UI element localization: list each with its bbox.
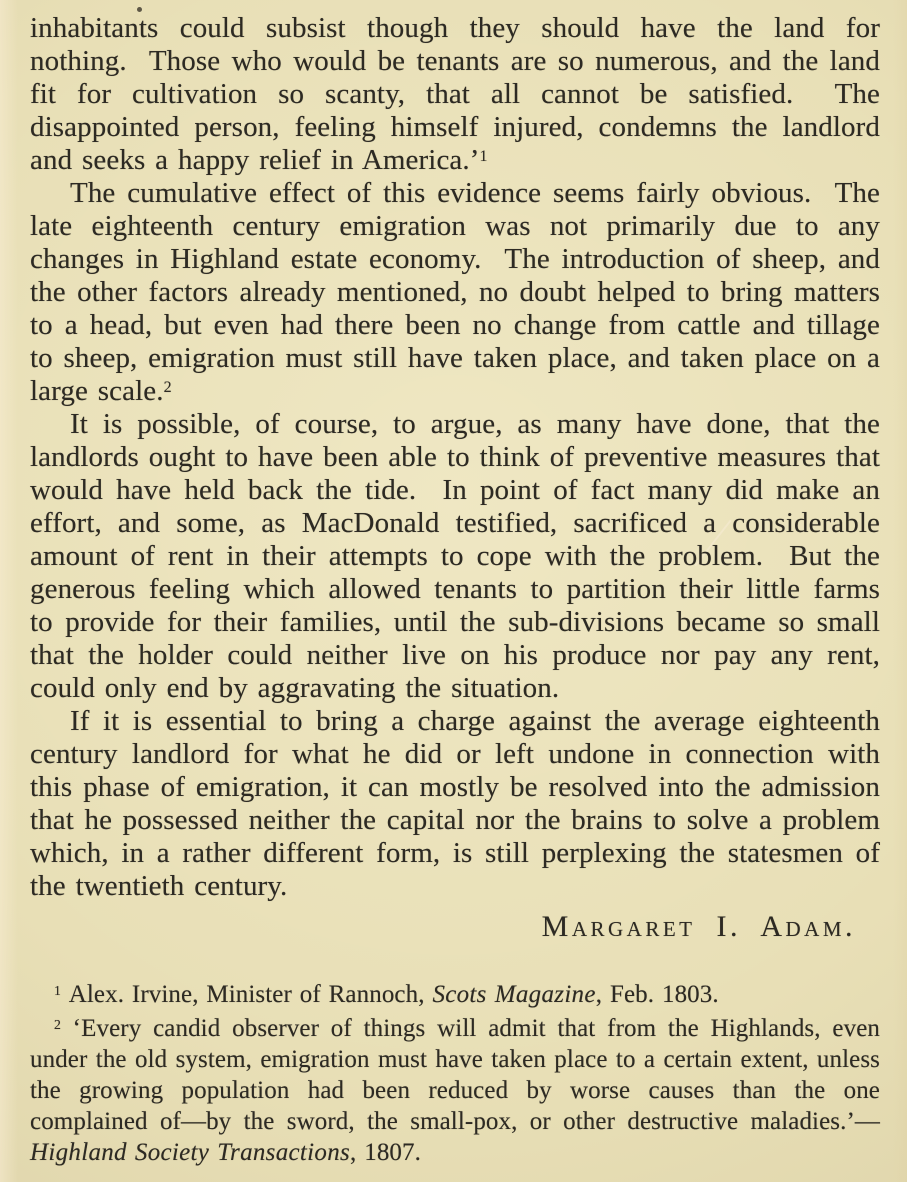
footnotes [30, 979, 880, 1168]
author-signature: Margaret I. Adam. [541, 910, 856, 943]
footnote-2-text: ‘Every candid observer of things will admit that from the Highlands, even under the old system, emigration must have taken place to a certain extent, unless the growing population had been reduced by worse causes than the one complained of—by the sword, the small-pox, or other destructive maladies.’— [30, 1015, 880, 1135]
footnote-2-source-title: Highland Society Transactions [30, 1139, 351, 1166]
footnote-ref-1: 1 [479, 148, 488, 166]
paragraph-3 [30, 408, 880, 705]
paragraph-4 [30, 705, 880, 903]
footnote-1-source-title: Scots Magazine [432, 981, 596, 1008]
page-text [30, 12, 880, 1168]
paragraph-1 [30, 12, 880, 177]
footnote-2 [30, 1013, 880, 1168]
paragraph-2-text: The cumulative effect of this evidence seems fairly obvious. The late eighteenth century emigration was not primarily due to any changes in Highland estate economy. The introduction of sheep, and the other factors already mentioned, no doubt helped to bring matters to a head, but even had there been no change from cattle and tillage to sheep, emigration must still have taken place, and taken place on a large scale. [30, 177, 880, 407]
footnote-1-text: Alex. Irvine, Minister of Rannoch, [60, 981, 433, 1008]
paragraph-1-text: inhabitants could subsist though they should have the land for nothing. Those who would be tenants are so numerous, and the land fit for cultivation so scanty, that all cannot be satisfied. The disappointed person, feeling himself injured, condemns the landlord and seeks a happy relief in America.’ [30, 12, 880, 176]
footnote-ref-2: 2 [163, 379, 172, 397]
footnote-1-marker: 1 [54, 983, 61, 999]
paragraph-3-text: It is possible, of course, to argue, as many have done, that the landlords ought to have been able to think of preventive measures that would have held back the tide. In point of fact many did make an effort, and some, as MacDonald testified, sacrificed a considerable amount of rent in their attempts to cope with the problem. But the generous feeling which allowed tenants to partition their little farms to provide for their families, until the sub-divisions became so small that the holder could neither live on his produce nor pay any rent, could only end by aggravating the situation. [30, 408, 880, 704]
footnote-2-date: , 1807. [350, 1139, 421, 1166]
footnote-2-marker: 2 [54, 1017, 61, 1033]
footnote-1 [30, 979, 880, 1010]
footnote-1-date: , Feb. 1803. [595, 981, 719, 1008]
paragraph-2 [30, 177, 880, 408]
paragraph-4-text: If it is essential to bring a charge against the average eighteenth century landlord for what he did or left undone in connection with this phase of emigration, it can mostly be resolved into the admission that he possessed neither the capital nor the brains to solve a problem which, in a rather different form, is still perplexing the statesmen of the twentieth century. [30, 705, 880, 902]
